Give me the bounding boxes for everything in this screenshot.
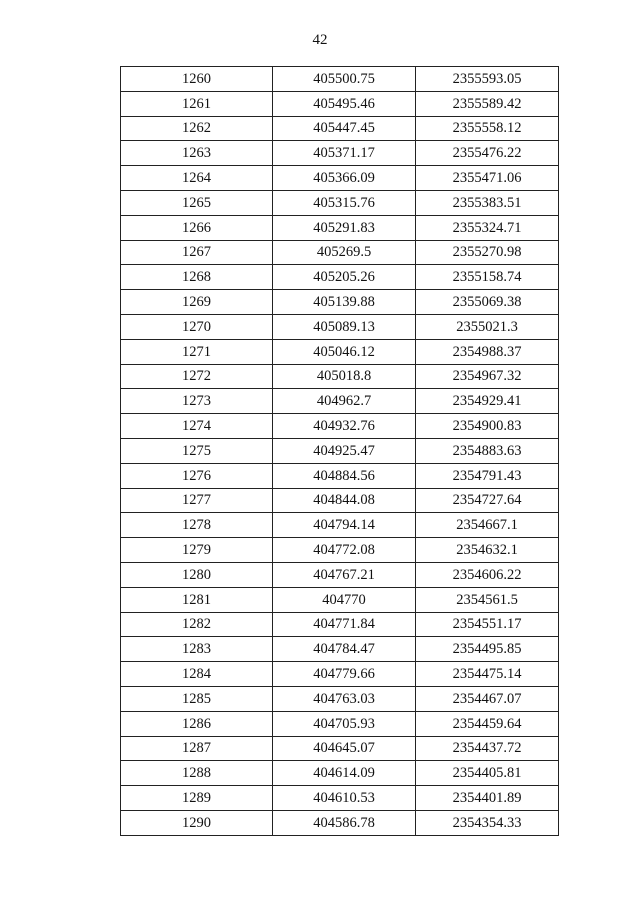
x-coordinate-cell: 405500.75 xyxy=(273,67,416,92)
x-coordinate-cell: 404771.84 xyxy=(273,612,416,637)
table-row xyxy=(121,116,559,141)
x-coordinate-cell: 404770 xyxy=(273,587,416,612)
y-coordinate-cell: 2355593.05 xyxy=(416,67,559,92)
point-number-cell: 1287 xyxy=(121,736,273,761)
point-number-cell: 1276 xyxy=(121,463,273,488)
y-coordinate-cell: 2355021.3 xyxy=(416,314,559,339)
coordinates-table-body xyxy=(121,67,559,836)
x-coordinate-cell: 404794.14 xyxy=(273,513,416,538)
y-coordinate-cell: 2354967.32 xyxy=(416,364,559,389)
y-coordinate-cell: 2354437.72 xyxy=(416,736,559,761)
y-coordinate-cell: 2354900.83 xyxy=(416,414,559,439)
table-row xyxy=(121,810,559,835)
table-row xyxy=(121,389,559,414)
x-coordinate-cell: 404962.7 xyxy=(273,389,416,414)
table-row xyxy=(121,538,559,563)
y-coordinate-cell: 2354354.33 xyxy=(416,810,559,835)
point-number-cell: 1264 xyxy=(121,166,273,191)
point-number-cell: 1289 xyxy=(121,786,273,811)
y-coordinate-cell: 2354929.41 xyxy=(416,389,559,414)
x-coordinate-cell: 405315.76 xyxy=(273,190,416,215)
x-coordinate-cell: 405495.46 xyxy=(273,91,416,116)
point-number-cell: 1272 xyxy=(121,364,273,389)
point-number-cell: 1269 xyxy=(121,290,273,315)
x-coordinate-cell: 405269.5 xyxy=(273,240,416,265)
point-number-cell: 1281 xyxy=(121,587,273,612)
table-row xyxy=(121,736,559,761)
y-coordinate-cell: 2354551.17 xyxy=(416,612,559,637)
point-number-cell: 1262 xyxy=(121,116,273,141)
table-row xyxy=(121,141,559,166)
x-coordinate-cell: 404763.03 xyxy=(273,686,416,711)
x-coordinate-cell: 405139.88 xyxy=(273,290,416,315)
y-coordinate-cell: 2354667.1 xyxy=(416,513,559,538)
table-row xyxy=(121,786,559,811)
y-coordinate-cell: 2354632.1 xyxy=(416,538,559,563)
table-row xyxy=(121,265,559,290)
table-row xyxy=(121,488,559,513)
y-coordinate-cell: 2354401.89 xyxy=(416,786,559,811)
point-number-cell: 1288 xyxy=(121,761,273,786)
y-coordinate-cell: 2355476.22 xyxy=(416,141,559,166)
y-coordinate-cell: 2355069.38 xyxy=(416,290,559,315)
table-row xyxy=(121,240,559,265)
point-number-cell: 1284 xyxy=(121,662,273,687)
table-row xyxy=(121,686,559,711)
point-number-cell: 1270 xyxy=(121,314,273,339)
table-row xyxy=(121,513,559,538)
page-number: 42 xyxy=(312,32,328,48)
y-coordinate-cell: 2355324.71 xyxy=(416,215,559,240)
x-coordinate-cell: 405371.17 xyxy=(273,141,416,166)
point-number-cell: 1266 xyxy=(121,215,273,240)
table-row xyxy=(121,190,559,215)
x-coordinate-cell: 404705.93 xyxy=(273,711,416,736)
point-number-cell: 1265 xyxy=(121,190,273,215)
point-number-cell: 1260 xyxy=(121,67,273,92)
x-coordinate-cell: 405366.09 xyxy=(273,166,416,191)
point-number-cell: 1273 xyxy=(121,389,273,414)
table-row xyxy=(121,414,559,439)
y-coordinate-cell: 2354495.85 xyxy=(416,637,559,662)
x-coordinate-cell: 404779.66 xyxy=(273,662,416,687)
table-row xyxy=(121,364,559,389)
y-coordinate-cell: 2355158.74 xyxy=(416,265,559,290)
point-number-cell: 1283 xyxy=(121,637,273,662)
x-coordinate-cell: 404610.53 xyxy=(273,786,416,811)
x-coordinate-cell: 404645.07 xyxy=(273,736,416,761)
point-number-cell: 1263 xyxy=(121,141,273,166)
x-coordinate-cell: 404925.47 xyxy=(273,438,416,463)
table-row xyxy=(121,67,559,92)
point-number-cell: 1261 xyxy=(121,91,273,116)
x-coordinate-cell: 405205.26 xyxy=(273,265,416,290)
point-number-cell: 1280 xyxy=(121,562,273,587)
point-number-cell: 1271 xyxy=(121,339,273,364)
y-coordinate-cell: 2354791.43 xyxy=(416,463,559,488)
y-coordinate-cell: 2355383.51 xyxy=(416,190,559,215)
x-coordinate-cell: 405046.12 xyxy=(273,339,416,364)
y-coordinate-cell: 2354727.64 xyxy=(416,488,559,513)
table-row xyxy=(121,91,559,116)
x-coordinate-cell: 404884.56 xyxy=(273,463,416,488)
table-row xyxy=(121,438,559,463)
table-row xyxy=(121,637,559,662)
table-row xyxy=(121,761,559,786)
x-coordinate-cell: 404844.08 xyxy=(273,488,416,513)
point-number-cell: 1282 xyxy=(121,612,273,637)
x-coordinate-cell: 405018.8 xyxy=(273,364,416,389)
point-number-cell: 1268 xyxy=(121,265,273,290)
y-coordinate-cell: 2354883.63 xyxy=(416,438,559,463)
table-row xyxy=(121,290,559,315)
y-coordinate-cell: 2355589.42 xyxy=(416,91,559,116)
x-coordinate-cell: 404772.08 xyxy=(273,538,416,563)
point-number-cell: 1286 xyxy=(121,711,273,736)
point-number-cell: 1290 xyxy=(121,810,273,835)
table-row xyxy=(121,662,559,687)
y-coordinate-cell: 2354405.81 xyxy=(416,761,559,786)
x-coordinate-cell: 404932.76 xyxy=(273,414,416,439)
y-coordinate-cell: 2354467.07 xyxy=(416,686,559,711)
point-number-cell: 1275 xyxy=(121,438,273,463)
table-row xyxy=(121,463,559,488)
y-coordinate-cell: 2354459.64 xyxy=(416,711,559,736)
coordinates-table xyxy=(120,66,559,836)
table-row xyxy=(121,314,559,339)
x-coordinate-cell: 405089.13 xyxy=(273,314,416,339)
y-coordinate-cell: 2355558.12 xyxy=(416,116,559,141)
table-row xyxy=(121,612,559,637)
point-number-cell: 1285 xyxy=(121,686,273,711)
table-row xyxy=(121,215,559,240)
y-coordinate-cell: 2354988.37 xyxy=(416,339,559,364)
x-coordinate-cell: 404784.47 xyxy=(273,637,416,662)
y-coordinate-cell: 2355270.98 xyxy=(416,240,559,265)
point-number-cell: 1277 xyxy=(121,488,273,513)
y-coordinate-cell: 2355471.06 xyxy=(416,166,559,191)
point-number-cell: 1274 xyxy=(121,414,273,439)
y-coordinate-cell: 2354561.5 xyxy=(416,587,559,612)
x-coordinate-cell: 404767.21 xyxy=(273,562,416,587)
table-row xyxy=(121,562,559,587)
y-coordinate-cell: 2354606.22 xyxy=(416,562,559,587)
table-row xyxy=(121,166,559,191)
point-number-cell: 1279 xyxy=(121,538,273,563)
x-coordinate-cell: 405447.45 xyxy=(273,116,416,141)
point-number-cell: 1267 xyxy=(121,240,273,265)
table-row xyxy=(121,711,559,736)
y-coordinate-cell: 2354475.14 xyxy=(416,662,559,687)
point-number-cell: 1278 xyxy=(121,513,273,538)
x-coordinate-cell: 404586.78 xyxy=(273,810,416,835)
x-coordinate-cell: 405291.83 xyxy=(273,215,416,240)
table-row xyxy=(121,587,559,612)
table-row xyxy=(121,339,559,364)
x-coordinate-cell: 404614.09 xyxy=(273,761,416,786)
